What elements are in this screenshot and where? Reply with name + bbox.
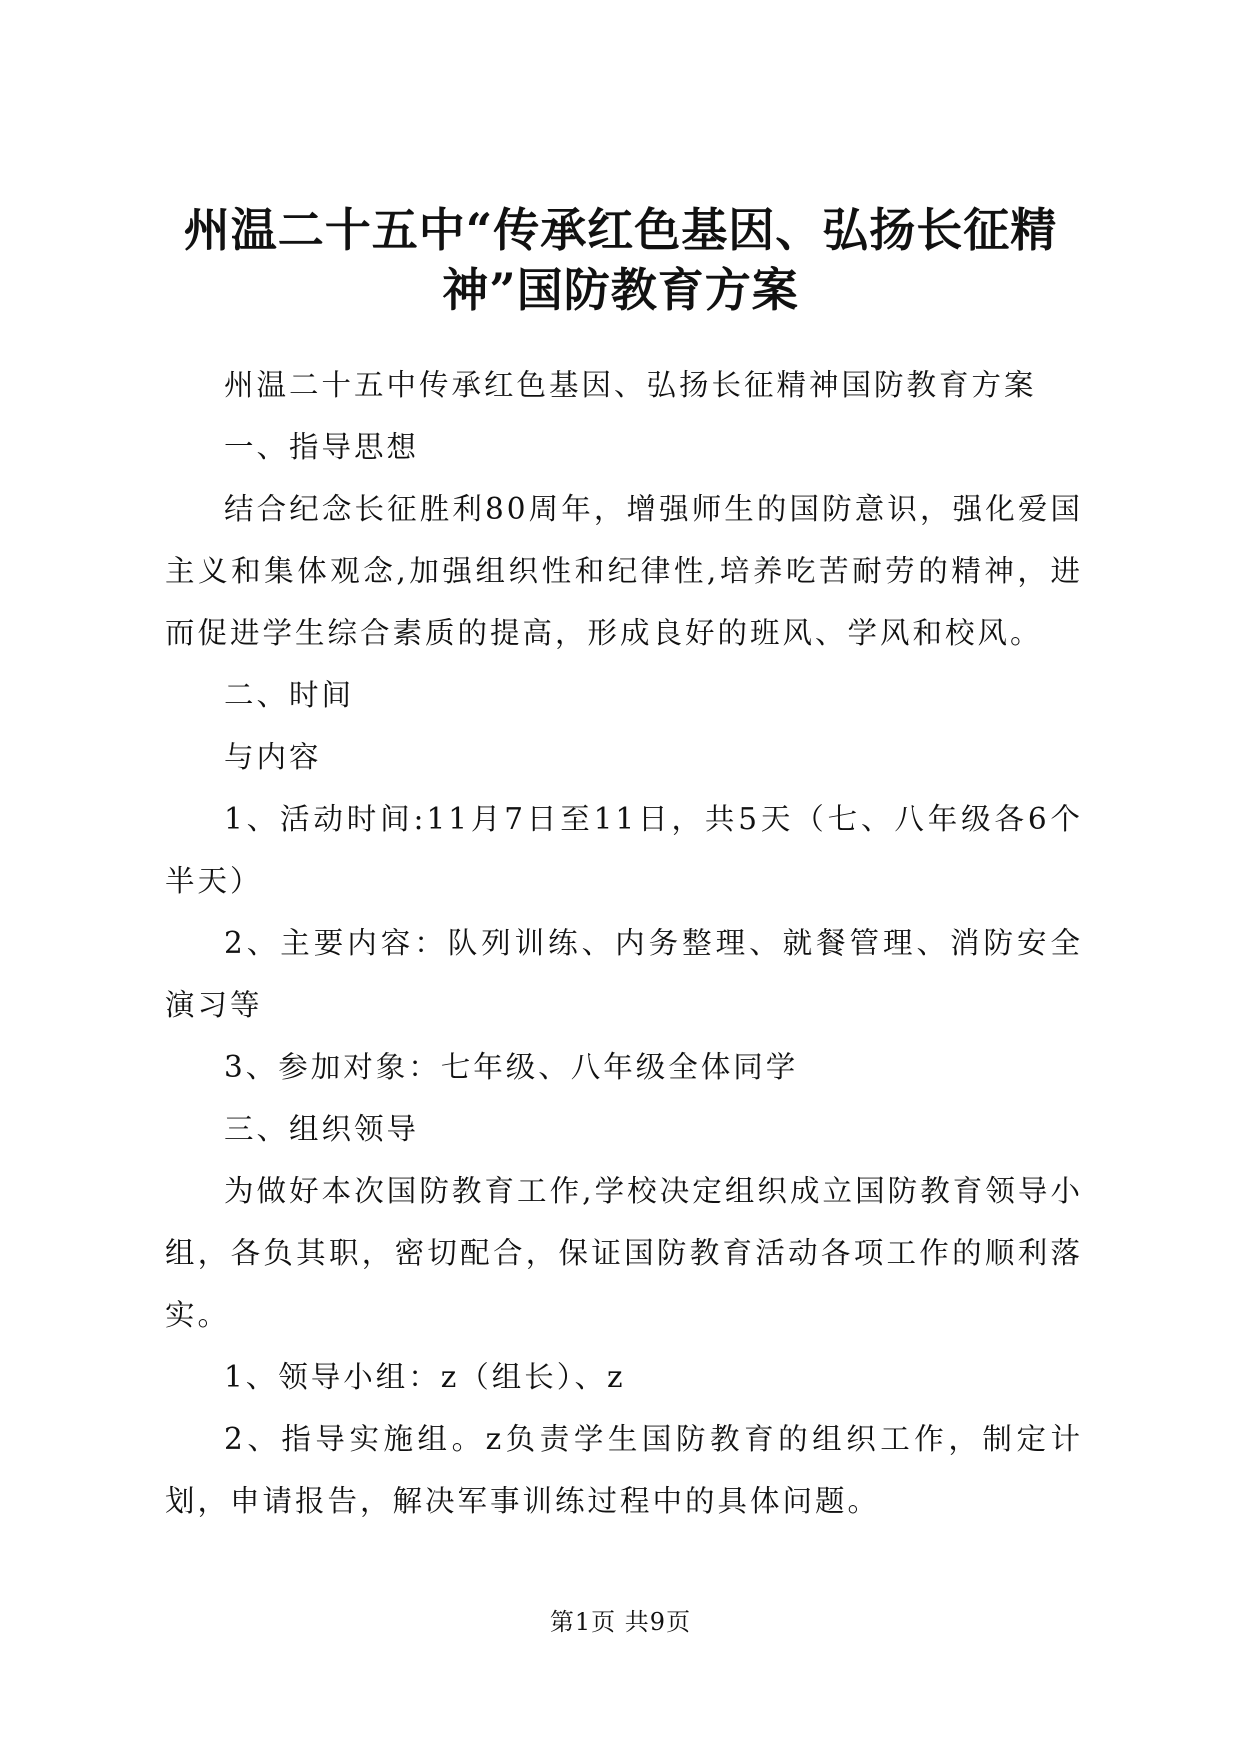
heading-time: 二、时间 — [224, 678, 355, 712]
item-participants: 3、参加对象：七年级、八年级全体同学 — [224, 1050, 799, 1084]
heading-organization: 三、组织领导 — [224, 1112, 420, 1146]
item-activity-time: 1、活动时间:11月7日至11日，共5天（七、八年级各6个半天） — [165, 802, 1083, 898]
paragraph-organization: 为做好本次国防教育工作,学校决定组织成立国防教育领导小组，各负其职，密切配合，保证国防教育活动各项工作的顺利落实。 — [165, 1174, 1083, 1332]
heading-content: 与内容 — [224, 740, 322, 774]
item-leadership-group: 1、领导小组：z（组长）、z — [224, 1360, 626, 1394]
item-guidance-group: 2、指导实施组。z负责学生国防教育的组织工作，制定计划，申请报告，解决军事训练过程中的具体问题。 — [165, 1422, 1083, 1518]
paragraph-guiding-thought: 结合纪念长征胜利80周年，增强师生的国防意识，强化爱国主义和集体观念,加强组织性和纪律性,培养吃苦耐劳的精神，进而促进学生综合素质的提高，形成良好的班风、学风和校风。 — [165, 492, 1083, 650]
document-body — [165, 354, 1083, 1532]
heading-guiding-thought: 一、指导思想 — [224, 430, 420, 464]
document-title: 州温二十五中“传承红色基因、弘扬长征精神”国防教育方案 — [183, 203, 1058, 317]
item-main-content: 2、主要内容：队列训练、内务整理、就餐管理、消防安全演习等 — [165, 926, 1083, 1022]
page-footer: 第1页 共9页 — [549, 1608, 692, 1636]
paragraph-subtitle: 州温二十五中传承红色基因、弘扬长征精神国防教育方案 — [224, 368, 1037, 402]
